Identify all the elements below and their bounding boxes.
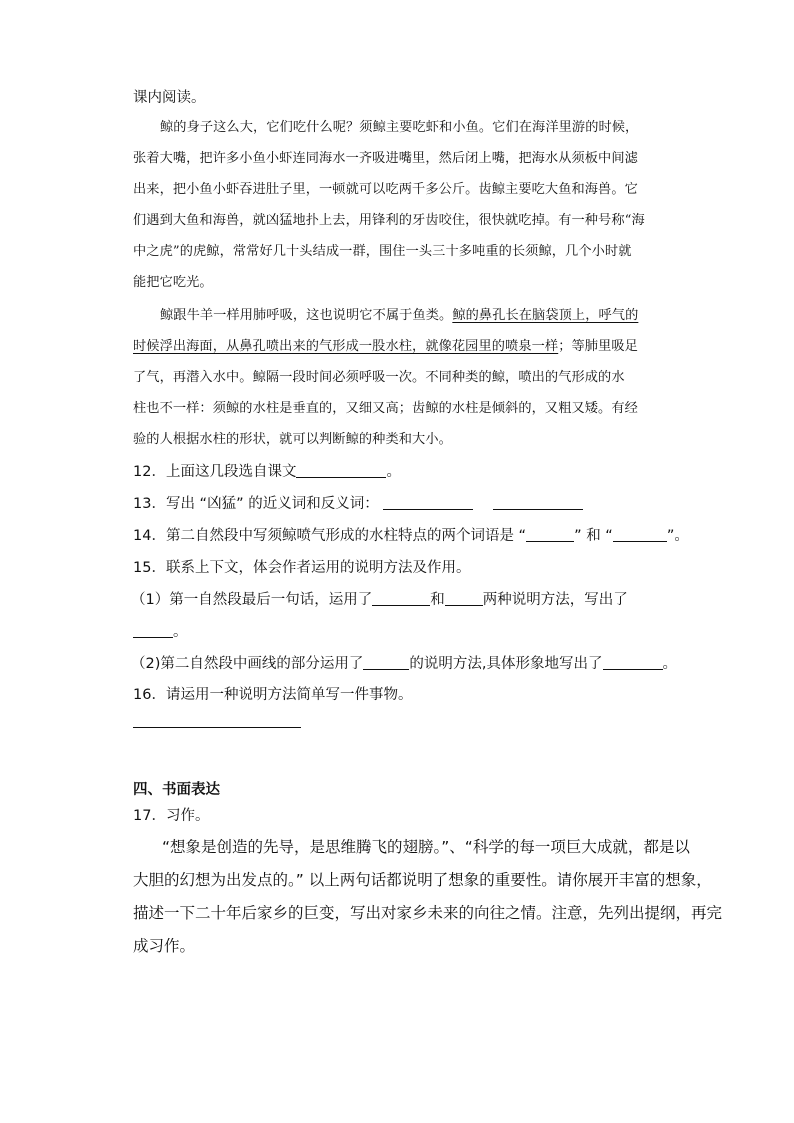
passage-text: ；等肺里吸足 (558, 339, 638, 354)
question-text: 的说明方法,具体形象地写出了 (409, 656, 603, 672)
synonym-blank[interactable] (383, 495, 473, 510)
passage-line: 了气，再潜入水中。鲸隔一段时间必须呼吸一次。不同种类的鲸，喷出的气形成的水 (133, 370, 625, 385)
question-text: 13．写出 “凶猛” 的近义词和反义词： (133, 496, 379, 512)
answer-blank[interactable] (526, 527, 574, 542)
question-16: 16．请运用一种说明方法简单写一件事物。 (133, 687, 413, 703)
answer-blank[interactable] (603, 655, 663, 670)
answer-blank[interactable] (372, 591, 430, 606)
question-text: 12．上面这几段选自课文 (133, 464, 297, 480)
question-text: 两种说明方法，写出了 (482, 592, 628, 608)
question-text: 。 (662, 656, 677, 672)
section-label: 课内阅读。 (133, 90, 206, 106)
passage-line: 鲸的身子这么大，它们吃什么呢？须鲸主要吃虾和小鱼。它们在海洋里游的时候， (160, 120, 639, 135)
underlined-passage-text: 时候浮出海面，从鼻孔喷出来的气形成一股水柱，就像花园里的喷泉一样 (133, 339, 559, 354)
passage-line: 中之虎”的虎鲸，常常好几十头结成一群，围住一头三十多吨重的长须鲸，几个小时就 (133, 244, 632, 259)
question-15: 15．联系上下文，体会作者运用的说明方法及作用。 (133, 560, 471, 576)
underlined-passage-text: 鲸的鼻孔长在脑袋顶上，呼气的 (452, 308, 639, 323)
passage-text: 鲸跟牛羊一样用肺呼吸，这也说明它不属于鱼类。 (160, 308, 453, 323)
question-text: 和 (430, 592, 445, 608)
passage-line: 张着大嘴，把许多小鱼小虾连同海水一齐吸进嘴里，然后闭上嘴，把海水从须板中间滤 (133, 151, 638, 166)
question-17: 17．习作。 (133, 808, 210, 824)
question-15-1 (131, 590, 628, 610)
answer-blank[interactable] (363, 655, 409, 670)
question-13 (133, 494, 583, 514)
question-text: 。 (386, 464, 401, 480)
answer-blank[interactable] (613, 527, 667, 542)
essay-prompt-line: “想象是创造的先导，是思维腾飞的翅膀。”、“科学的每一项巨大成就，都是以 (162, 838, 690, 856)
section-heading: 四、书面表达 (133, 782, 220, 798)
question-text: （1）第一自然段最后一句话，运用了 (131, 592, 373, 608)
essay-prompt-line: 描述一下二十年后家乡的巨变，写出对家乡未来的向往之情。注意，先列出提纲，再完 (133, 904, 723, 922)
passage-line: 验的人根据水柱的形状，就可以判断鲸的种类和大小。 (133, 432, 452, 447)
passage-line (133, 337, 638, 357)
essay-prompt-line: 大胆的幻想为出发点的。” 以上两句话都说明了想象的重要性。请你展开丰富的想象， (133, 871, 712, 889)
question-text: ”。 (666, 528, 689, 544)
passage-line: 能把它吃光。 (133, 275, 213, 290)
question-15-2 (131, 654, 677, 674)
passage-line: 柱也不一样：须鲸的水柱是垂直的，又细又高；齿鲸的水柱是倾斜的，又粗又矮。有经 (133, 401, 638, 416)
answer-blank[interactable] (133, 623, 173, 638)
question-text: （2)第二自然段中画线的部分运用了 (131, 656, 364, 672)
passage-line: 们遇到大鱼和海兽，就凶猛地扑上去，用锋利的牙齿咬住，很快就吃掉。有一种号称“海 (133, 213, 645, 228)
antonym-blank[interactable] (493, 495, 583, 510)
passage-line (160, 306, 638, 326)
question-text: 14．第二自然段中写须鲸喷气形成的水柱特点的两个词语是 “ (133, 528, 527, 544)
question-text: 。 (173, 624, 188, 640)
question-14 (133, 526, 689, 546)
answer-blank[interactable] (296, 463, 386, 478)
essay-prompt-line: 成习作。 (133, 937, 196, 955)
answer-line[interactable] (133, 727, 301, 728)
answer-blank[interactable] (445, 591, 483, 606)
passage-line: 出来，把小鱼小虾吞进肚子里，一顿就可以吃两千多公斤。齿鲸主要吃大鱼和海兽。它 (133, 182, 638, 197)
question-15-1-continued (133, 622, 188, 642)
question-12 (133, 462, 401, 482)
question-text: ” 和 “ (574, 528, 613, 544)
